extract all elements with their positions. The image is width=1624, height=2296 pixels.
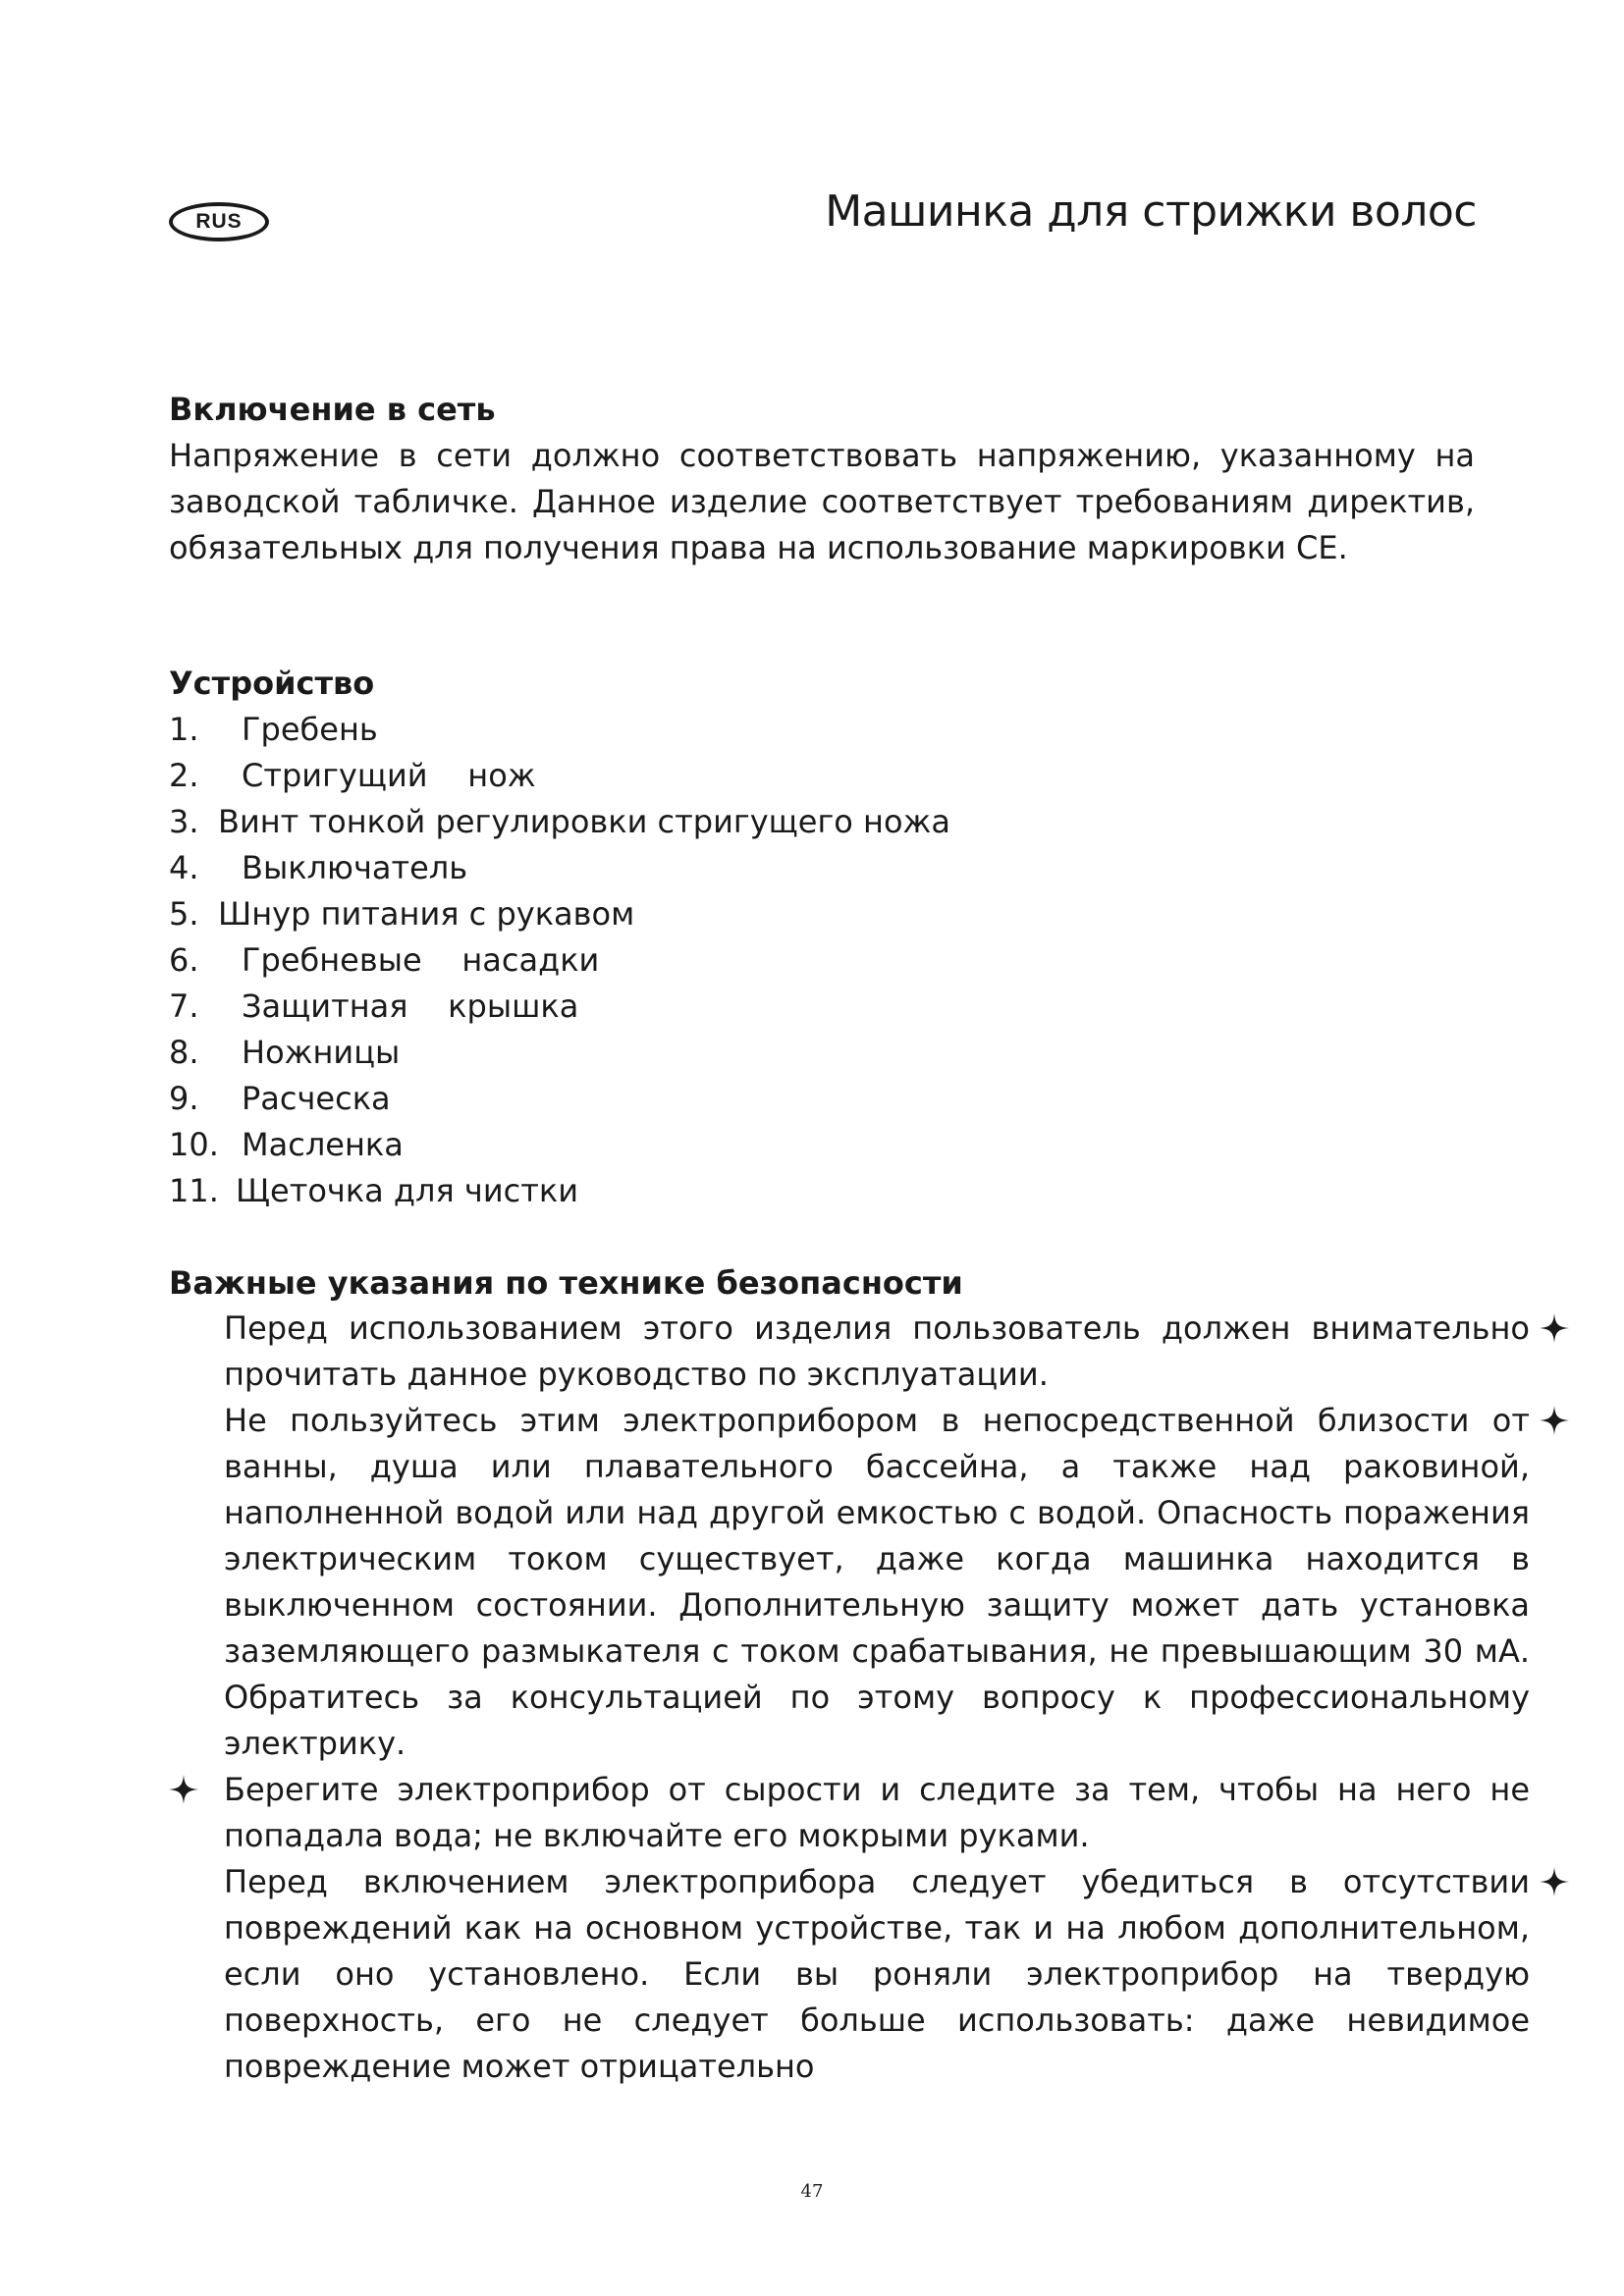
power-paragraph: Напряжение в сети должно соответствовать напряжению, указанному на заводской табличке. Данное изделие соответствует требованиям директив, обязательных для получения права на использование маркировки CE. — [169, 437, 1475, 566]
list-item-label: Щеточка для чистки — [236, 1172, 578, 1209]
list-item-number: 6. — [169, 941, 199, 979]
list-item — [169, 845, 950, 891]
list-item-label: Стригущий нож — [242, 757, 536, 794]
safety-item-text: Перед включением электроприбора следует убедиться в отсутствии повреждений как на основном устройстве, так и на любом дополнительном, если оно установлено. Если вы роняли электроприбор на твердую поверхность, его не следует больше использовать: даже невидимое повреждение может отрицательно — [224, 1863, 1530, 2085]
list-item-number: 8. — [169, 1034, 199, 1071]
safety-item-text: Не пользуйтесь этим электроприбором в непосредственной близости от ванны, душа или плавательного бассейна, а также над раковиной, наполненной водой или над другой емкостью с водой. Опасность поражения электрическим током существует, даже когда машинка находится в выключенном состоянии. Дополнительную защиту может дать установка заземляющего размыкателя с током срабатывания, не превышающим 30 мА. Обратитесь за консультацией по этому вопросу к профессиональному электрику. — [224, 1402, 1530, 1762]
list-item-number: 4. — [169, 849, 199, 886]
list-item-label: Защитная крышка — [242, 988, 579, 1025]
device-parts-list — [169, 707, 950, 1214]
list-item-label: Шнур питания с рукавом — [218, 895, 635, 933]
four-point-star-icon — [1540, 1406, 1569, 1435]
safety-item — [169, 1398, 1530, 1767]
safety-item-text: Перед использованием этого изделия пользователь должен внимательно прочитать данное руководство по эксплуатации. — [224, 1309, 1530, 1393]
list-item-number: 10. — [169, 1126, 219, 1163]
list-item — [169, 707, 950, 753]
list-item-number: 1. — [169, 711, 199, 748]
list-item-label: Гребневые насадки — [242, 941, 600, 979]
list-item-number: 2. — [169, 757, 199, 794]
section-title-safety: Важные указания по технике безопасности — [169, 1264, 963, 1302]
safety-instructions-list — [169, 1306, 1563, 2090]
page-title: Машинка для стрижки волос — [825, 187, 1477, 237]
list-item-label: Ножницы — [242, 1034, 401, 1071]
list-item — [169, 753, 950, 799]
list-item-number: 5. — [169, 895, 199, 933]
four-point-star-icon — [169, 1775, 198, 1804]
language-badge — [169, 202, 269, 241]
list-item-label: Расческа — [242, 1080, 391, 1117]
section-title-device: Устройство — [169, 665, 375, 702]
list-item — [169, 1122, 950, 1168]
list-item-label: Выключатель — [242, 849, 468, 886]
list-item — [169, 1076, 950, 1122]
list-item — [169, 984, 950, 1030]
list-item — [169, 799, 950, 845]
list-item — [169, 937, 950, 984]
list-item — [169, 891, 950, 937]
safety-item — [169, 1859, 1530, 2090]
list-item-number: 3. — [169, 803, 199, 840]
list-item — [169, 1030, 950, 1076]
list-item-label: Винт тонкой регулировки стригущего ножа — [218, 803, 950, 840]
section-title-power: Включение в сеть — [169, 391, 496, 428]
list-item-number: 7. — [169, 988, 199, 1025]
safety-item-text: Берегите электроприбор от сырости и следите за тем, чтобы на него не попадала вода; не включайте его мокрыми руками. — [224, 1771, 1530, 1854]
page-number: 47 — [800, 2181, 824, 2202]
four-point-star-icon — [1540, 1313, 1569, 1343]
language-badge-label: RUS — [195, 210, 243, 233]
list-item-label: Гребень — [242, 711, 378, 748]
four-point-star-icon — [1540, 1867, 1569, 1896]
list-item-number: 9. — [169, 1080, 199, 1117]
safety-item — [169, 1767, 1530, 1859]
list-item — [169, 1168, 950, 1214]
safety-item — [169, 1306, 1530, 1398]
list-item-number: 11. — [169, 1172, 219, 1209]
list-item-label: Масленка — [242, 1126, 404, 1163]
